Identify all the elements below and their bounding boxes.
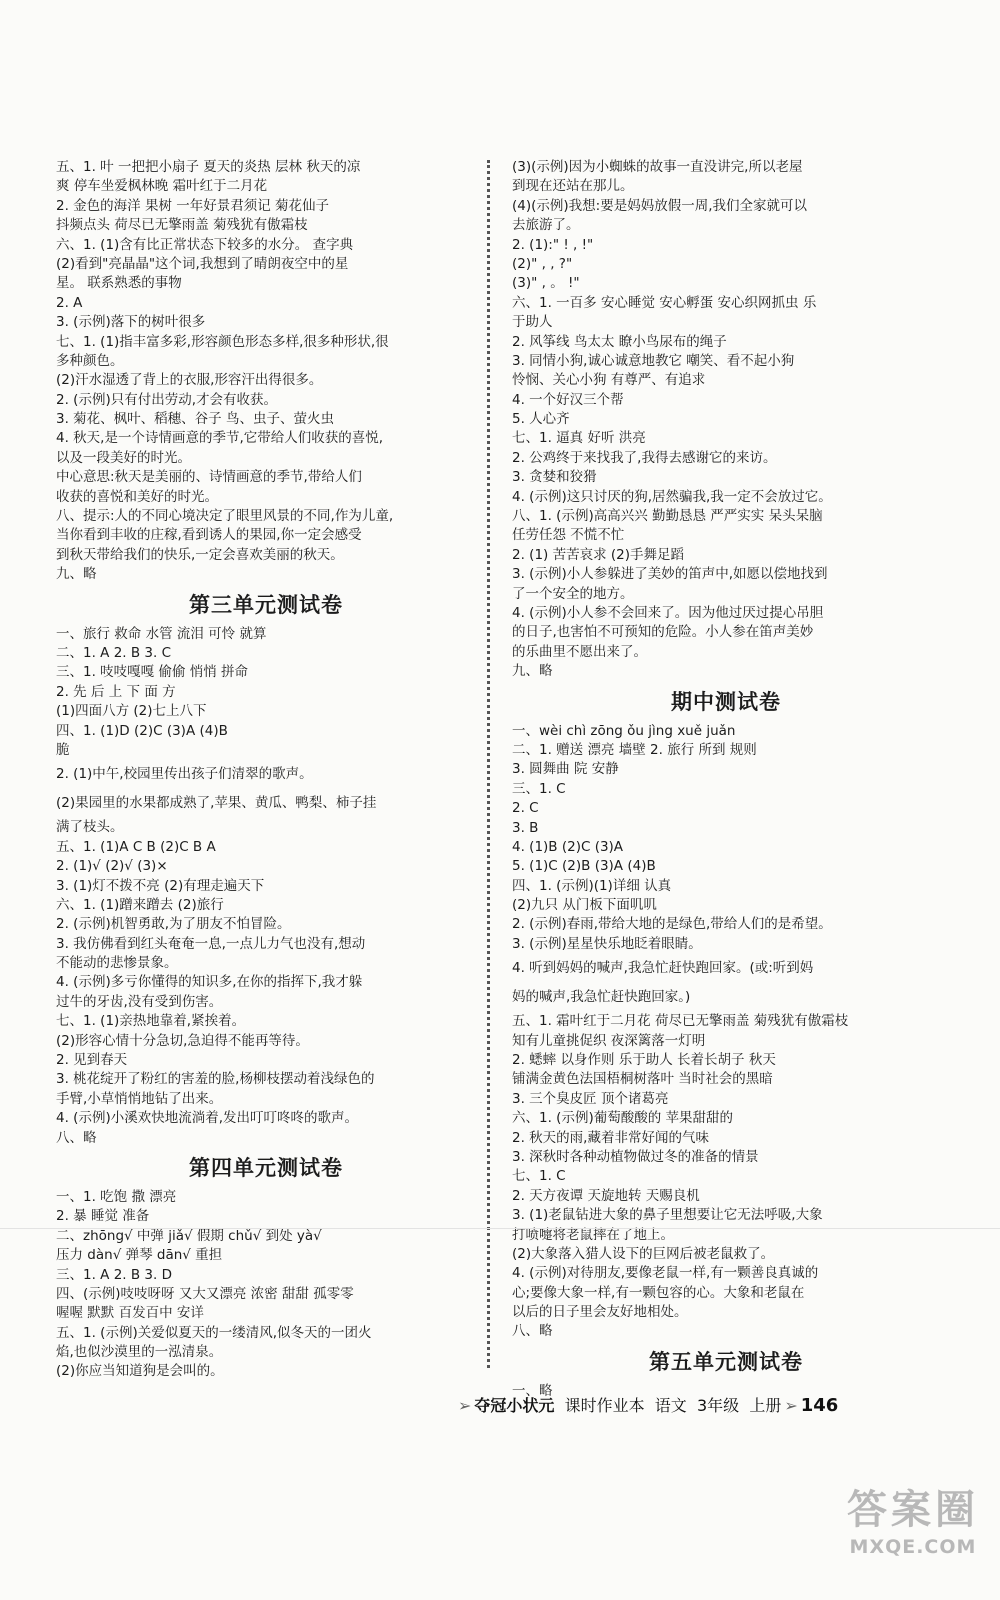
answer-line: (2)" , , ?"	[512, 255, 573, 272]
section-title: 期中测试卷	[671, 688, 781, 714]
answer-line: 去旅游了。	[512, 217, 580, 234]
answer-line: 2. 金色的海洋 果树 一年好景君须记 菊花仙子	[56, 197, 330, 214]
answer-line: 的乐曲里不愿出来了。	[512, 643, 647, 660]
answer-line: 的日子,也害怕不可预知的危险。小人参在笛声美妙	[512, 624, 814, 641]
watermark-site: MXQE.COM	[849, 1536, 977, 1558]
answer-line: 3. 深秋时各种动植物做过冬的准备的情景	[512, 1148, 759, 1165]
section-title: 第五单元测试卷	[649, 1348, 803, 1374]
answer-line: 4. (示例)小人参不会回来了。因为他过厌过提心吊胆	[512, 604, 824, 621]
answer-line: 3. 菊花、枫叶、稻穗、谷子 鸟、虫子、萤火虫	[56, 411, 334, 428]
answer-line: (2)大象落入猎人设下的巨网后被老鼠救了。	[512, 1245, 775, 1262]
answer-line: 以及一段美好的时光。	[56, 449, 191, 466]
answer-line: 3. 同情小狗,诚心诚意地教它 嘲笑、看不起小狗	[512, 352, 795, 369]
answer-line: 七、1. (1)指丰富多彩,形容颜色形态多样,很多种形状,很	[56, 333, 389, 350]
answer-line: 2. (示例)只有付出劳动,才会有收获。	[56, 391, 277, 408]
answer-line: 八、略	[512, 1323, 553, 1340]
answer-line: 收获的喜悦和美好的时光。	[56, 488, 218, 505]
footer-grade: 3年级	[696, 1396, 740, 1415]
answer-line: 3. 贪婪和狡猾	[512, 469, 597, 486]
answer-line: 七、1. (1)亲热地靠着,紧挨着。	[56, 1013, 246, 1030]
right-answer-column	[512, 158, 940, 1401]
answer-line: 五、1. 叶 一把把小扇子 夏天的炎热 层林 秋天的凉	[56, 159, 361, 175]
answer-line: 到秋天带给我们的快乐,一定会喜欢美丽的秋天。	[56, 546, 344, 563]
answer-line: 2. (示例)春雨,带给大地的是绿色,带给人们的是希望。	[512, 916, 832, 933]
answer-line: 六、1. (1)蹭来蹭去 (2)旅行	[56, 896, 224, 913]
section-title: 第三单元测试卷	[189, 591, 343, 617]
answer-line: 九、略	[56, 566, 97, 583]
footer-brand: 夺冠小状元	[474, 1396, 555, 1415]
answer-line: 任劳任怨 不慌不忙	[512, 527, 625, 544]
answer-line: 不能动的悲惨景象。	[56, 955, 178, 972]
answer-line: 2. 天方夜谭 天旋地转 天赐良机	[512, 1187, 700, 1204]
answer-line: 七、1. C	[512, 1168, 566, 1185]
answer-line: 到现在还站在那儿。	[512, 178, 634, 195]
answer-line: 2. 秋天的雨,藏着非常好闻的气味	[512, 1129, 709, 1146]
answer-line: 2. (1):" ! , !"	[512, 236, 594, 253]
answer-line: 4. 一个好汉三个帮	[512, 391, 624, 408]
answer-line: 三、1. A 2. B 3. D	[56, 1266, 172, 1283]
answer-line: 妈的喊声,我急忙赶快跑回家。)	[512, 989, 691, 1006]
answer-line: 二、zhōng√ 中弹 jiǎ√ 假期 chǔ√ 到处 yà√	[56, 1227, 322, 1244]
answer-line: 过牛的牙齿,没有受到伤害。	[56, 993, 223, 1010]
answer-line: 五、1. (示例)关爱似夏天的一缕清风,似冬天的一团火	[56, 1324, 372, 1341]
answer-line: 4. (示例)对待朋友,要像老鼠一样,有一颗善良真诚的	[512, 1265, 819, 1282]
answer-line: 2. (1) 苦苦哀求 (2)手舞足蹈	[512, 546, 684, 563]
answer-line: 四、1. (示例)(1)详细 认真	[512, 877, 672, 894]
answer-line: 知有儿童挑促织 夜深篱落一灯明	[512, 1032, 706, 1049]
answer-line: 八、提示:人的不同心境决定了眼里风景的不同,作为儿童,	[56, 508, 394, 525]
answer-line: (4)(示例)我想:要是妈妈放假一周,我们全家就可以	[512, 197, 807, 214]
answer-line: 铺满金黄色法国梧桐树落叶 当时社会的黑暗	[512, 1071, 773, 1088]
answer-line: 三、1. C	[512, 780, 566, 797]
answer-line: 2. (示例)机智勇敢,为了朋友不怕冒险。	[56, 916, 291, 933]
answer-line: 4. (示例)小溪欢快地流淌着,发出叮叮咚咚的歌声。	[56, 1110, 358, 1127]
answer-line: 一、wèi chì zōng ǒu jìng xuě juǎn	[512, 722, 736, 739]
answer-line: 3. 三个臭皮匠 顶个诸葛亮	[512, 1090, 669, 1107]
answer-line: (2)形容心情十分急切,急迫得不能再等待。	[56, 1032, 309, 1049]
answer-line: 三、1. 吱吱嘎嘎 偷偷 悄悄 拼命	[56, 664, 249, 681]
answer-line: 3. (1)老鼠钻进大象的鼻子里想要让它无法呼吸,大象	[512, 1207, 823, 1224]
answer-line: 2. 蟋蟀 以身作则 乐于助人 长着长胡子 秋天	[512, 1052, 776, 1069]
answer-line: 3. 我仿佛看到红头奄奄一息,一点儿力气也没有,想动	[56, 935, 366, 952]
answer-line: 2. (1)中午,校园里传出孩子们清翠的歌声。	[56, 766, 313, 783]
answer-line: 爽 停车坐爱枫林晚 霜叶红于二月花	[56, 178, 268, 195]
answer-line: 一、旅行 救命 水管 流泪 可怜 就算	[56, 625, 267, 642]
answer-line: (1)四面八方 (2)七上八下	[56, 703, 207, 720]
answer-line: 3. (示例)星星快乐地眨着眼睛。	[512, 935, 702, 952]
answer-line: 3. (示例)落下的树叶很多	[56, 314, 206, 331]
answer-line: (2)果园里的水果都成熟了,苹果、黄瓜、鸭梨、柿子挂	[56, 795, 377, 812]
page-footer	[455, 1394, 838, 1418]
answer-line: 2. (1)√ (2)√ (3)×	[56, 858, 168, 875]
answer-line: (2)你应当知道狗是会叫的。	[56, 1363, 224, 1380]
answer-line: 4. (示例)这只讨厌的狗,居然骗我,我一定不会放过它。	[512, 488, 832, 505]
footer-subject: 语文	[654, 1396, 687, 1415]
answer-line: 2. A	[56, 294, 83, 311]
answer-line: 五、1. (1)A C B (2)C B A	[56, 838, 216, 855]
answer-line: 中心意思:秋天是美丽的、诗情画意的季节,带给人们	[56, 469, 362, 486]
answer-line: 于助人	[512, 314, 553, 331]
answer-line: 七、1. 逼真 好听 洪亮	[512, 430, 646, 447]
page-number: 146	[800, 1395, 839, 1416]
answer-line: 八、1. (示例)高高兴兴 勤勤恳恳 严严实实 呆头呆脑	[512, 508, 823, 525]
answer-line: 3. (1)灯不拨不亮 (2)有理走遍天下	[56, 877, 265, 894]
answer-line: 5. (1)C (2)B (3)A (4)B	[512, 858, 656, 875]
answer-line: 六、1. (示例)葡萄酸酸的 苹果甜甜的	[512, 1110, 733, 1127]
answer-line: 星。 联系熟悉的事物	[56, 275, 182, 292]
answer-line: (3)(示例)因为小蜘蛛的故事一直没讲完,所以老屋	[512, 159, 803, 175]
answer-line: 脆	[56, 741, 70, 758]
answer-line: 4. 听到妈妈的喊声,我急忙赶快跑回家。(或:听到妈	[512, 960, 814, 977]
answer-line: 3. (示例)小人参躲进了美妙的笛声中,如愿以偿地找到	[512, 566, 828, 583]
answer-line: 2. 暴 睡觉 准备	[56, 1208, 150, 1225]
column-divider	[487, 160, 490, 1368]
answer-line: 五、1. 霜叶红于二月花 荷尽已无擎雨盖 菊残犹有傲霜枝	[512, 1013, 849, 1030]
answer-line: 压力 dàn√ 弹琴 dān√ 重担	[56, 1247, 223, 1264]
answer-line: 六、1. (1)含有比正常状态下较多的水分。 查字典	[56, 236, 354, 253]
answer-line: 2. 风筝线 鸟太太 瞭小鸟尿布的绳子	[512, 333, 727, 350]
answer-line: (3)" , 。 !"	[512, 275, 580, 292]
answer-line: 了一个安全的地方。	[512, 585, 634, 602]
answer-line: 抖频点头 荷尽已无擎雨盖 菊残犹有傲霜枝	[56, 217, 308, 234]
answer-line: 满了枝头。	[56, 819, 124, 836]
answer-line: 怜悯、关心小狗 有尊严、有追求	[512, 372, 706, 389]
answer-line: 当你看到丰收的庄稼,看到诱人的果园,你一定会感受	[56, 527, 362, 544]
answer-line: 2. 公鸡终于来找我了,我得去感谢它的来访。	[512, 449, 777, 466]
answer-line: 一、略	[512, 1382, 553, 1399]
section-title: 第四单元测试卷	[189, 1154, 343, 1180]
answer-line: 四、(示例)吱吱呀呀 又大又漂亮 浓密 甜甜 孤零零	[56, 1285, 354, 1302]
answer-line: 心;要像大象一样,有一颗包容的心。大象和老鼠在	[512, 1284, 805, 1301]
answer-line: 二、1. 赠送 漂亮 墙壁 2. 旅行 所到 规则	[512, 741, 757, 758]
answer-line: (2)汗水湿透了背上的衣服,形容汗出得很多。	[56, 372, 323, 389]
answer-line: 2. C	[512, 800, 539, 817]
left-answer-column	[56, 158, 476, 1382]
footer-volume: 上册	[749, 1396, 782, 1415]
scan-fold-line	[0, 1228, 1000, 1229]
answer-line: 四、1. (1)D (2)C (3)A (4)B	[56, 722, 228, 739]
answer-line: 2. 见到春天	[56, 1052, 128, 1069]
answer-line: (2)九只 从门板下面叽叽	[512, 897, 657, 914]
answer-line: 焰,也似沙漠里的一泓清泉。	[56, 1344, 223, 1361]
arrow-icon: ➢	[784, 1396, 798, 1415]
answer-line: 打喷嚏将老鼠摔在了地上。	[512, 1226, 674, 1243]
answer-line: 六、1. 一百多 安心睡觉 安心孵蛋 安心织网抓虫 乐	[512, 294, 817, 311]
answer-line: 八、略	[56, 1129, 97, 1146]
answer-line: 5. 人心齐	[512, 411, 570, 428]
answer-line: 一、1. 吃饱 撒 漂亮	[56, 1188, 177, 1205]
answer-line: 九、略	[512, 663, 553, 680]
arrow-icon: ➢	[458, 1396, 472, 1415]
answer-line: 3. 圆舞曲 院 安静	[512, 761, 619, 778]
watermark-logo-text: 答案圈	[847, 1487, 979, 1533]
answer-line: 以后的日子里会友好地相处。	[512, 1304, 688, 1321]
answer-line: 4. 秋天,是一个诗情画意的季节,它带给人们收获的喜悦,	[56, 430, 384, 447]
answer-line: 4. (示例)多亏你懂得的知识多,在你的指挥下,我才躲	[56, 974, 363, 991]
answer-line: 3. B	[512, 819, 539, 836]
answer-line: 手臂,小草悄悄地钻了出来。	[56, 1090, 223, 1107]
footer-book: 课时作业本	[564, 1396, 645, 1415]
answer-line: 二、1. A 2. B 3. C	[56, 644, 172, 661]
answer-line: 喔喔 默默 百发百中 安详	[56, 1305, 204, 1322]
answer-line: 3. 桃花绽开了粉红的害羞的脸,杨柳枝摆动着浅绿色的	[56, 1071, 375, 1088]
answer-line: (2)看到"亮晶晶"这个词,我想到了晴朗夜空中的星	[56, 255, 349, 272]
answer-line: 4. (1)B (2)C (3)A	[512, 838, 624, 855]
answer-line: 多种颜色。	[56, 352, 124, 369]
watermark	[838, 1484, 988, 1594]
answer-line: 2. 先 后 上 下 面 方	[56, 683, 176, 700]
